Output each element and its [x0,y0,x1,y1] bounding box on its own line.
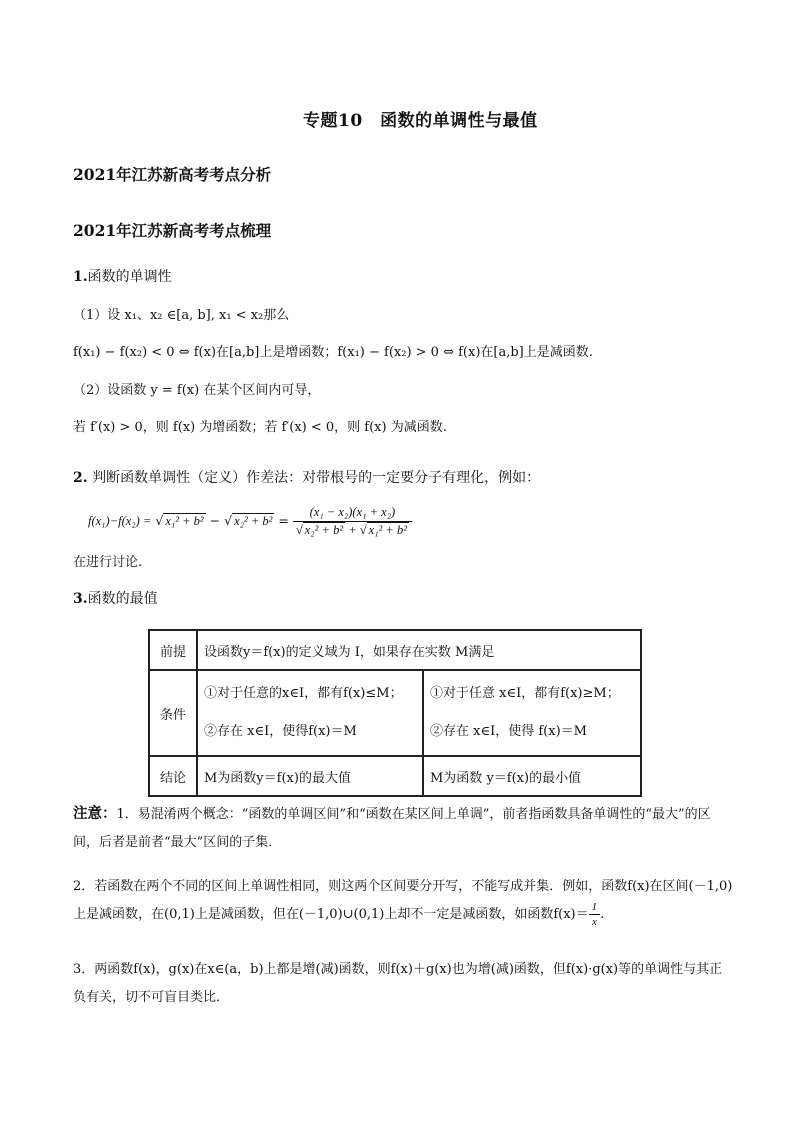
section-heading-summary: 2021年江苏新高考考点梳理 [73,221,272,240]
subheading-extrema [73,588,158,608]
text-line-discussion: 在进行讨论. [73,555,143,570]
section-heading-analysis: 2021年江苏新高考考点分析 [73,165,272,184]
formula-radicand-1: x₁² + b² [165,514,204,528]
formula-rationalization [88,505,412,538]
note-label: 注意： [73,805,117,822]
table-label-premise: 前提 [149,630,197,670]
subheading-number: 3. [73,591,88,607]
extrema-table [148,629,642,797]
note-2-fraction [589,901,601,928]
formula-denominator: √ x₂² + b² + √ x₁² + b² [295,523,407,537]
formula-radicand-2: x₂² + b² [234,514,273,528]
note-1 [73,800,733,857]
text-line-derivative-intro: （2）设函数 y = f(x) 在某个区间内可导， [73,383,321,398]
table-label-condition: 条件 [149,670,197,756]
formula-equals: = [278,513,289,528]
formula-minus: − [209,513,221,528]
min-condition-a: ①对于任意 x∈I，都有f(x)≥M； [430,686,620,701]
subheading-number: 1. [73,269,88,285]
note-2-fraction-den: x [591,916,597,928]
max-condition-b: ②存在 x∈I，使得f(x)＝M [204,724,357,739]
sqrt-sign: √ [155,513,164,528]
note-2-text: 2．若函数在两个不同的区间上单调性相同，则这两个区间要分开写，不能写成并集．例如，函数f(x)在区间(－1,0)上是减函数，在(0,1)上是减函数，但在(－1,0)∪(0,1)上却不一定是减函数，如函数f(x)＝ [73,879,733,922]
table-cell-premise: 设函数y＝f(x)的定义域为 I，如果存在实数 M满足 [197,630,641,670]
formula-plus: + [348,523,357,537]
text-line-definition: （1）设 x₁、x₂ ∈[a, b], x₁ < x₂那么 [73,308,290,323]
formula-numerator: (x₁ − x₂)(x₁ + x₂) [293,505,412,522]
table-label-conclusion: 结论 [149,756,197,796]
subheading-difference-method [73,467,540,487]
subheading-text: 函数的最值 [87,591,158,607]
text-line-derivative-rule: 若 f′(x) > 0，则 f(x) 为增函数；若 f′(x) < 0，则 f(x) 为减函数. [73,420,447,435]
table-cell-max-conclusion: M为函数y＝f(x)的最大值 [197,756,423,796]
subheading-monotonicity [73,266,172,286]
subheading-number: 2. [73,470,88,486]
formula-den-radicand-2: x₁² + b² [368,523,407,537]
note-2 [73,873,733,929]
min-condition-b: ②存在 x∈I，使得 f(x)＝M [430,724,587,739]
subheading-text: 函数的单调性 [87,269,172,285]
note-3-text: 3．两函数f(x)，g(x)在x∈(a，b)上都是增(减)函数，则f(x)＋g(x)也为增(减)函数，但f(x)·g(x)等的单调性与其正负有关，切不可盲目类比． [73,962,723,1005]
page-title: 专题10 函数的单调性与最值 [303,111,538,131]
formula-fraction [293,505,412,538]
formula-lhs: f(x₁)−f(x₂) = [88,514,152,528]
note-2-end: . [600,907,605,922]
note-2-fraction-num: 1 [589,901,601,915]
table-cell-max-condition [197,670,423,756]
text-line-equivalence: f(x₁) − f(x₂) < 0 ⇔ f(x)在[a,b]上是增函数；f(x₁) − f(x₂) > 0 ⇔ f(x)在[a,b]上是减函数. [73,345,593,360]
sqrt-sign: √ [224,513,233,528]
table-row [149,756,641,796]
formula-den-radicand-1: x₂² + b² [304,523,344,537]
note-1-text: 1．易混淆两个概念：“函数的单调区间”和“函数在某区间上单调”，前者指函数具备单调性的“最大”的区间，后者是前者“最大”区间的子集． [73,807,711,850]
subheading-text: 判断函数单调性（定义）作差法：对带根号的一定要分子有理化，例如： [87,470,541,486]
table-row [149,670,641,756]
max-condition-a: ①对于任意的x∈I，都有f(x)≤M； [204,686,403,701]
note-3 [73,956,733,1012]
table-cell-min-condition [423,670,641,756]
table-row [149,630,641,670]
table-cell-min-conclusion: M为函数 y＝f(x)的最小值 [423,756,641,796]
